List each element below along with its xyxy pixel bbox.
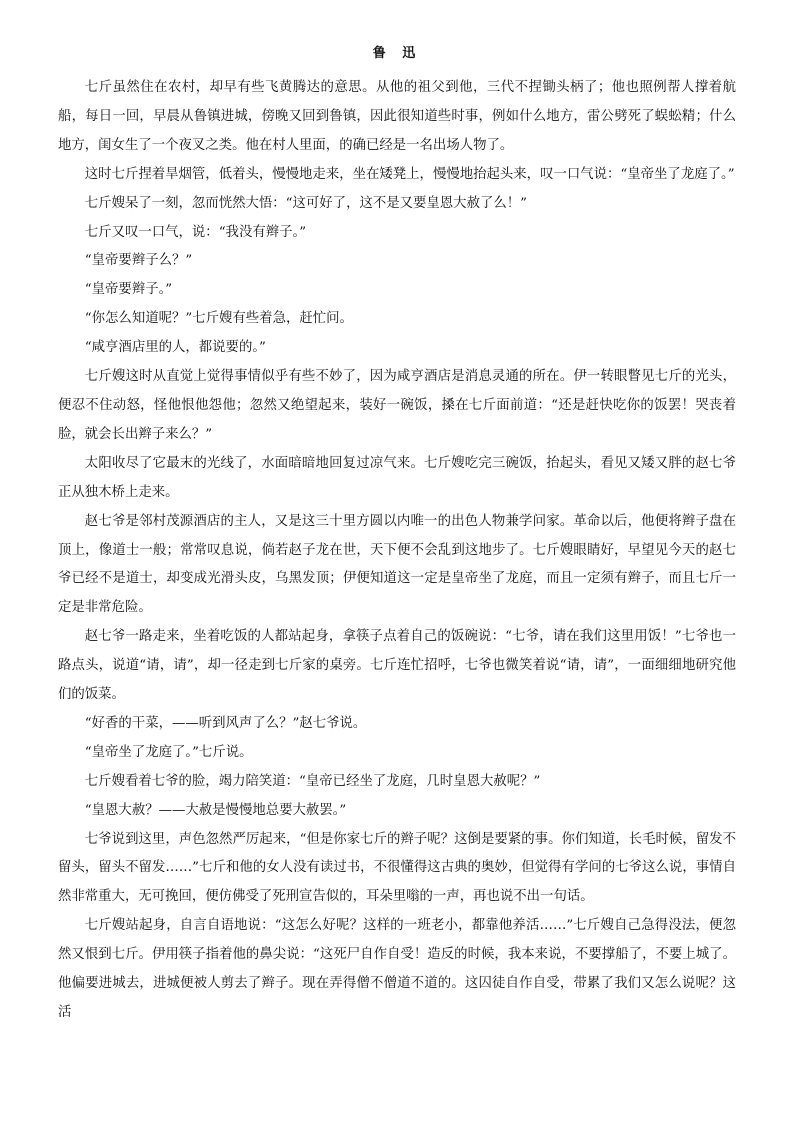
paragraph-13: “好香的干菜，——听到风声了么？”赵七爷说。 bbox=[84, 715, 367, 731]
document-title: 鲁 迅 bbox=[372, 46, 422, 61]
paragraph-7: “你怎么知道呢？”七斤嫂有些着急，赶忙问。 bbox=[84, 311, 353, 327]
paragraph-17: 七爷说到这里，声色忽然严厉起来，“但是你家七斤的辫子呢？这倒是要紧的事。你们知道，长毛时候，留发不留头，留头不留发……”七斤和他的女人没有读过书，不很懂得这古典的奥妙，但觉得有学问的七爷这么说，事情自然非常重大，无可挽回，便仿佛受了死刑宣告似的，耳朵里嗡的一声，再也说不出一句话。 bbox=[58, 831, 736, 905]
paragraph-6: “皇帝要辫子。” bbox=[84, 282, 173, 298]
paragraph-18: 七斤嫂站起身，自言自语地说：“这怎么好呢？这样的一班老小，都靠他养活……”七斤嫂自己急得没法，便忽然又恨到七斤。伊用筷子指着他的鼻尖说：“这死尸自作自受！造反的时候，我本来说，不要撑船了，不要上城了。他偏要进城去，进城便被人剪去了辫子。现在弄得僧不僧道不道的。这囚徒自作自受，带累了我们又怎么说呢？这活 bbox=[58, 918, 736, 1020]
paragraph-1: 七斤虽然住在农村，却早有些飞黄腾达的意思。从他的祖父到他，三代不捏锄头柄了；他也照例帮人撑着航船，每日一回，早晨从鲁镇进城，傍晚又回到鲁镇，因此很知道些时事，例如什么地方，雷公劈死了蜈蚣精；什么地方，闺女生了一个夜叉之类。他在村人里面，的确已经是一名出场人物了。 bbox=[58, 80, 736, 153]
paragraph-3: 七斤嫂呆了一刻，忽而恍然大悟：“这可好了，这不是又要皇恩大赦了么！” bbox=[84, 195, 527, 211]
paragraph-15: 七斤嫂看着七爷的脸，竭力陪笑道：“皇帝已经坐了龙庭，几时皇恩大赦呢？” bbox=[84, 773, 541, 789]
paragraph-2: 这时七斤捏着旱烟管，低着头，慢慢地走来，坐在矮凳上，慢慢地抬起头来，叹一口气说：“皇帝坐了龙庭了。” bbox=[84, 166, 735, 182]
paragraph-10: 太阳收尽了它最末的光线了，水面暗暗地回复过凉气来。七斤嫂吃完三碗饭，抬起头，看见又矮又胖的赵七爷正从独木桥上走来。 bbox=[58, 455, 736, 500]
paragraph-16: “皇恩大赦？——大赦是慢慢地总要大赦罢。” bbox=[84, 802, 347, 818]
paragraph-12: 赵七爷一路走来，坐着吃饭的人都站起身，拿筷子点着自己的饭碗说：“七爷，请在我们这里用饭！”七爷也一路点头，说道“请，请”，却一径走到七斤家的桌旁。七斤连忙招呼，七爷也微笑着说“请，请”，一面细细地研究他们的饭菜。 bbox=[58, 629, 736, 703]
paragraph-5: “皇帝要辫子么？” bbox=[84, 253, 193, 269]
paragraph-14: “皇帝坐了龙庭了。”七斤说。 bbox=[84, 744, 253, 760]
paragraph-9: 七斤嫂这时从直觉上觉得事情似乎有些不妙了，因为咸亨酒店是消息灵通的所在。伊一转眼瞥见七斤的光头，便忍不住动怒，怪他恨他怨他；忽然又绝望起来，装好一碗饭，搡在七斤面前道：“还是赶快吃你的饭罢！哭丧着脸，就会长出辫子来么？” bbox=[58, 369, 736, 442]
paragraph-8: “咸亨酒店里的人，都说要的。” bbox=[84, 340, 266, 356]
paragraph-4: 七斤又叹一口气，说：“我没有辫子。” bbox=[84, 224, 307, 240]
paragraph-11: 赵七爷是邻村茂源酒店的主人，又是这三十里方圆以内唯一的出色人物兼学问家。革命以后，他便将辫子盘在顶上，像道士一般；常常叹息说，倘若赵子龙在世，天下便不会乱到这地步了。七斤嫂眼睛好，早望见今天的赵七爷已经不是道士，却变成光滑头皮，乌黑发顶；伊便知道这一定是皇帝坐了龙庭，而且一定须有辫子，而且七斤一定是非常危险。 bbox=[58, 513, 736, 616]
